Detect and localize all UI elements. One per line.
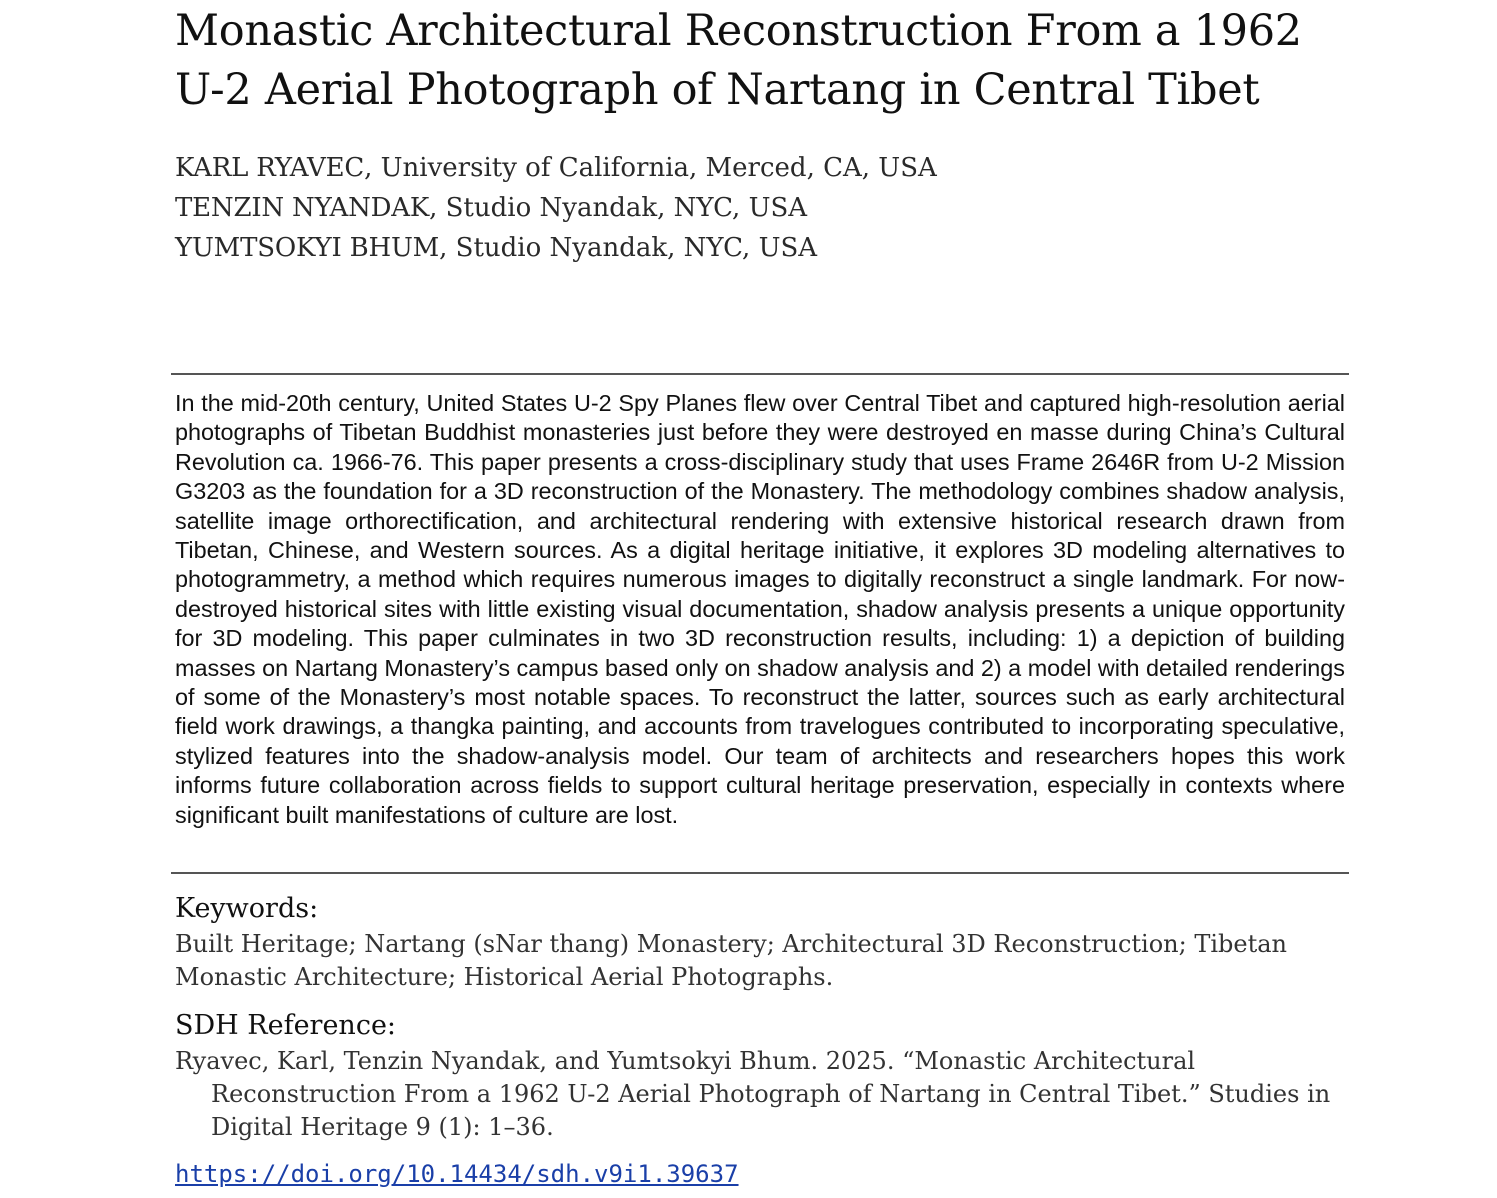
keywords-heading: Keywords: [175, 893, 319, 924]
author-name: YUMTSOKYI BHUM [175, 233, 440, 263]
author-affiliation: , University of California, Merced, CA, USA [364, 153, 937, 183]
reference-text: Ryavec, Karl, Tenzin Nyandak, and Yumtsokyi Bhum. 2025. “Monastic Architectural Reconstruction From a 1962 U-2 Aerial Photograph of Nartang in Central Tibet.” Studies in Digital Heritage 9 (1): 1–36. [175, 1047, 1331, 1141]
author-name: KARL RYAVEC [175, 153, 365, 183]
author-entry [175, 228, 1275, 268]
author-affiliation: , Studio Nyandak, NYC, USA [429, 193, 808, 223]
author-list [175, 148, 1275, 268]
abstract-text: In the mid-20th century, United States U-2 Spy Planes flew over Central Tibet and captured high-resolution aerial photographs of Tibetan Buddhist monasteries just before they were destroyed en masse during China’s Cultural Revolution ca. 1966-76. This paper presents a cross-disciplinary study that uses Frame 2646R from U-2 Mission G3203 as the foundation for a 3D reconstruction of the Monastery. The methodology combines shadow analysis, satellite image orthorectification, and architectural rendering with extensive historical research drawn from Tibetan, Chinese, and Western sources. As a digital heritage initiative, it explores 3D modeling alternatives to photogrammetry, a method which requires numerous images to digitally reconstruct a single landmark. For now-destroyed historical sites with little existing visual documentation, shadow analysis presents a unique opportunity for 3D modeling. This paper culminates in two 3D reconstruction results, including: 1) a depiction of building masses on Nartang Monastery’s campus based only on shadow analysis and 2) a model with detailed renderings of some of the Monastery’s most notable spaces. To reconstruct the latter, sources such as early architectural field work drawings, a thangka painting, and accounts from travelogues contributed to incorporating speculative, stylized features into the shadow-analysis model. Our team of architects and researchers hopes this work informs future collaboration across fields to support cultural heritage preservation, especially in contexts where significant built manifestations of culture are lost. [175, 390, 1345, 828]
author-affiliation: , Studio Nyandak, NYC, USA [439, 233, 818, 263]
keywords-text: Built Heritage; Nartang (sNar thang) Monastery; Architectural 3D Reconstruction; Tibetan Monastic Architecture; Historical Aerial Photographs. [175, 930, 1287, 991]
abstract-bottom-divider [171, 872, 1349, 874]
author-entry [175, 148, 1275, 188]
abstract-top-divider [171, 373, 1349, 375]
author-name: TENZIN NYANDAK [175, 193, 430, 223]
author-entry [175, 188, 1275, 228]
reference-heading: SDH Reference: [175, 1010, 397, 1041]
doi-link[interactable]: https://doi.org/10.14434/sdh.v9i1.39637 [175, 1160, 739, 1188]
paper-title: Monastic Architectural Reconstruction From a 1962 U-2 Aerial Photograph of Nartang in Central Tibet [175, 6, 1302, 115]
